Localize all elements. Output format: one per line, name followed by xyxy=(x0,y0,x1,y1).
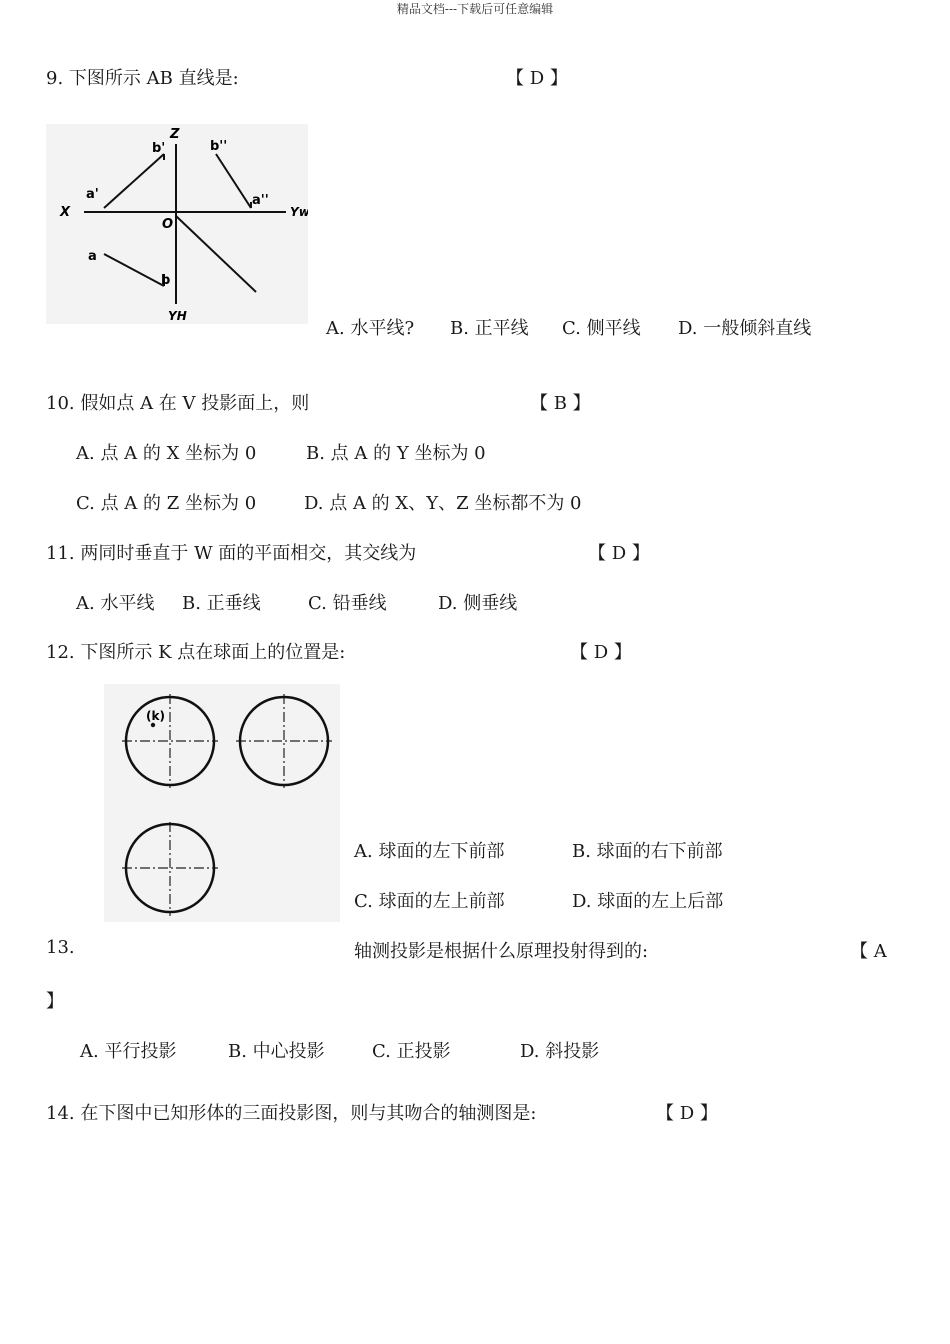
q14-answer: 【 D 】 xyxy=(656,1103,718,1124)
q9-option-c: C. 侧平线 xyxy=(562,318,641,339)
q13-option-a: A. 平行投影 xyxy=(80,1041,177,1062)
q10-option-b: B. 点 A 的 Y 坐标为 0 xyxy=(306,443,486,464)
z-axis-label: Z xyxy=(170,127,180,142)
q13-option-c: C. 正投影 xyxy=(372,1041,451,1062)
q12-sphere-figure xyxy=(104,684,340,922)
a-label: a xyxy=(88,249,97,264)
q11-option-a: A. 水平线 xyxy=(76,593,155,614)
q9-projection-figure xyxy=(46,124,308,324)
q12-option-c: C. 球面的左上前部 xyxy=(354,891,505,912)
q9-option-d: D. 一般倾斜直线 xyxy=(678,318,812,339)
a-double-prime-label: a'' xyxy=(252,193,269,208)
a-prime-label: a' xyxy=(86,187,99,202)
q14-stem: 14. 在下图中已知形体的三面投影图，则与其吻合的轴测图是: xyxy=(46,1103,537,1124)
q11-stem: 11. 两同时垂直于 W 面的平面相交，其交线为 xyxy=(46,543,417,564)
q11-option-b: B. 正垂线 xyxy=(182,593,261,614)
page-header: 精品文档---下载后可任意编辑 xyxy=(396,2,554,16)
k-point-label: (k) xyxy=(146,709,165,723)
q12-stem: 12. 下图所示 K 点在球面上的位置是: xyxy=(46,642,346,663)
q13-option-b: B. 中心投影 xyxy=(228,1041,325,1062)
yw-axis-label: Yw xyxy=(290,205,308,219)
q9-answer: 【 D 】 xyxy=(506,68,568,89)
b-prime-label: b' xyxy=(152,141,166,156)
origin-label: O xyxy=(162,217,174,232)
q13-number: 13. xyxy=(46,937,75,958)
q13-stem: 轴测投影是根据什么原理投射得到的: xyxy=(354,941,649,962)
q11-option-d: D. 侧垂线 xyxy=(438,593,518,614)
q10-option-d: D. 点 A 的 X、Y、Z 坐标都不为 0 xyxy=(304,493,582,514)
k-point xyxy=(151,723,155,727)
q13-answer-close: 】 xyxy=(46,991,64,1012)
b-double-prime-label: b'' xyxy=(210,139,228,154)
q9-option-a: A. 水平线? xyxy=(326,318,415,339)
q10-answer: 【 B 】 xyxy=(530,393,591,414)
q12-answer: 【 D 】 xyxy=(570,642,632,663)
q9-option-b: B. 正平线 xyxy=(450,318,529,339)
q10-option-a: A. 点 A 的 X 坐标为 0 xyxy=(76,443,257,464)
x-axis-label: X xyxy=(60,205,71,220)
b-label: b xyxy=(161,273,171,288)
q11-option-c: C. 铅垂线 xyxy=(308,593,387,614)
q12-option-a: A. 球面的左下前部 xyxy=(354,841,505,862)
q13-answer-open: 【 A xyxy=(850,941,887,962)
q13-option-d: D. 斜投影 xyxy=(520,1041,600,1062)
yh-axis-label: YH xyxy=(168,309,187,323)
q12-option-d: D. 球面的左上后部 xyxy=(572,891,724,912)
q11-answer: 【 D 】 xyxy=(588,543,650,564)
q9-stem: 9. 下图所示 AB 直线是: xyxy=(46,68,239,89)
q12-option-b: B. 球面的右下前部 xyxy=(572,841,723,862)
q10-stem: 10. 假如点 A 在 V 投影面上，则 xyxy=(46,393,310,414)
q10-option-c: C. 点 A 的 Z 坐标为 0 xyxy=(76,493,257,514)
